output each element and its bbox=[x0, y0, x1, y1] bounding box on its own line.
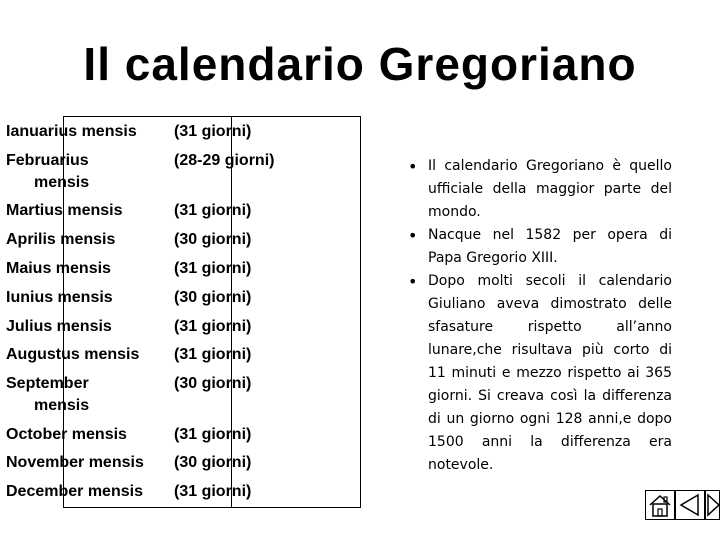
month-days: (31 giorni) bbox=[174, 123, 252, 140]
back-button[interactable] bbox=[675, 490, 705, 520]
month-name-line1: September bbox=[6, 375, 89, 392]
forward-triangle-icon bbox=[706, 491, 720, 519]
month-days: (30 giorni) bbox=[174, 289, 252, 306]
month-name bbox=[6, 258, 166, 280]
month-name bbox=[6, 424, 166, 446]
month-name-line1: November mensis bbox=[6, 454, 144, 471]
month-name-line2: mensis bbox=[34, 397, 90, 414]
month-name-line1: Augustus mensis bbox=[6, 346, 140, 363]
month-name-line1: Iunius mensis bbox=[6, 289, 113, 306]
month-name-line1: Aprilis mensis bbox=[6, 231, 116, 248]
month-name-line1: October mensis bbox=[6, 426, 127, 443]
month-name-line1: Julius mensis bbox=[6, 318, 112, 335]
month-days: (31 giorni) bbox=[174, 483, 252, 500]
month-name-line1: December mensis bbox=[6, 483, 143, 500]
month-days: (31 giorni) bbox=[174, 426, 252, 443]
month-name-line1: Martius mensis bbox=[6, 202, 123, 219]
month-name bbox=[6, 150, 166, 194]
month-name bbox=[6, 229, 166, 251]
month-name-line2: mensis bbox=[34, 174, 90, 191]
slide-title: Il calendario Gregoriano bbox=[83, 38, 637, 90]
month-days: (30 giorni) bbox=[174, 231, 252, 248]
forward-button[interactable] bbox=[705, 490, 720, 520]
month-name bbox=[6, 481, 166, 503]
bullet-item: • Nacque nel 1582 per opera di Papa Gregorio XIII. bbox=[402, 224, 672, 270]
back-triangle-icon bbox=[676, 491, 704, 519]
month-name bbox=[6, 287, 166, 309]
home-button[interactable] bbox=[645, 490, 675, 520]
month-name bbox=[6, 200, 166, 222]
bullet-item: • Il calendario Gregoriano è quello ufficiale della maggior parte del mondo. bbox=[402, 155, 672, 224]
month-days: (31 giorni) bbox=[174, 318, 252, 335]
month-name-line1: Februarius bbox=[6, 152, 89, 169]
month-days: (31 giorni) bbox=[174, 346, 252, 363]
month-name bbox=[6, 344, 166, 366]
month-days: (30 giorni) bbox=[174, 375, 252, 392]
home-icon bbox=[646, 491, 674, 519]
month-name-line1: Maius mensis bbox=[6, 260, 111, 277]
month-name bbox=[6, 121, 166, 143]
bullet-item: • Dopo molti secoli il calendario Giuliano aveva dimostrato delle sfasature rispetto all’anno lunare,che risultava più corto di 11 minuti e mezzo rispetto ai 365 giorni. Si creava così la differenza di un giorno ogni 128 anni,e dopo 1500 anni la differenza era notevole. bbox=[402, 270, 672, 477]
table-divider bbox=[231, 116, 232, 508]
month-name bbox=[6, 373, 166, 417]
month-days: (28-29 giorni) bbox=[174, 152, 275, 169]
month-days: (30 giorni) bbox=[174, 454, 252, 471]
month-days: (31 giorni) bbox=[174, 260, 252, 277]
month-name-line1: Ianuarius mensis bbox=[6, 123, 137, 140]
info-bullets bbox=[402, 155, 672, 477]
month-days: (31 giorni) bbox=[174, 202, 252, 219]
month-name bbox=[6, 452, 166, 474]
month-name bbox=[6, 316, 166, 338]
